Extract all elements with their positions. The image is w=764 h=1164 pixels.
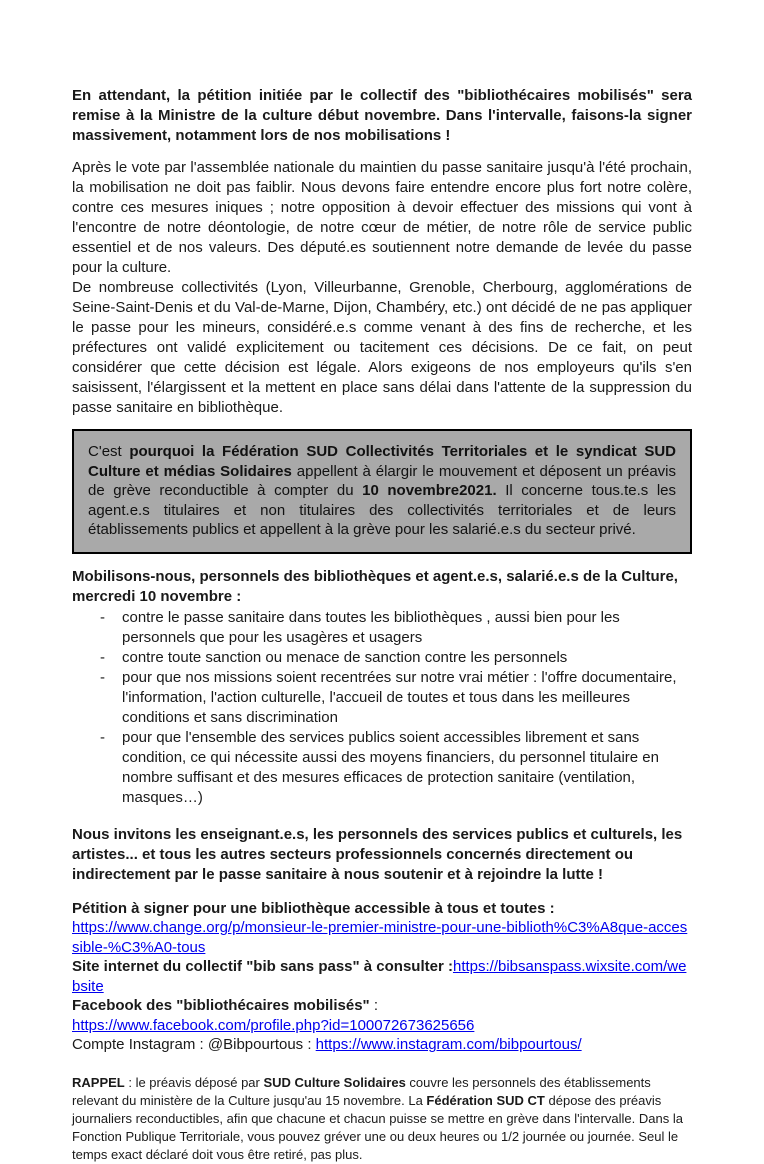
- rappel-run: : le préavis déposé par: [124, 1074, 264, 1090]
- list-item-text: pour que nos missions soient recentrées sur notre vrai métier : l'offre documentaire, l'information, l'action culturelle, l'accueil de toutes et tous dans les meilleures conditions et sans discrimination: [122, 668, 677, 726]
- strike-notice-box: [72, 429, 692, 554]
- notice-run: Il concerne tous.te.s les agent.e.s titulaires et non titulaires des collectivités territoriales et de leurs établissements publics et appellent à la grève pour les salarié.e.s du secteur privé.: [88, 482, 677, 538]
- facebook-label-line: [72, 996, 692, 1016]
- facebook-separator: :: [369, 997, 378, 1014]
- notice-run-bold: 10 novembre2021.: [362, 482, 497, 499]
- list-item-text: contre le passe sanitaire dans toutes les bibliothèques , aussi bien pour les personnels que pour les usagères et usagers: [122, 608, 620, 646]
- site-link-line: [72, 957, 692, 996]
- instagram-label: Compte Instagram : @Bibpourtous :: [72, 1036, 316, 1053]
- notice-run-bold: pourquoi la Fédération SUD Collectivités Territoriales et le syndicat SUD Culture et médias Solidaires: [88, 443, 676, 480]
- list-item-text: pour que l'ensemble des services publics soient accessibles librement et sans condition, ce qui nécessite aussi des moyens financiers, du personnel titulaire en nombre suffisant et des mesures efficaces de protection sanitaire (ventilation, masques…): [122, 728, 659, 806]
- site-link[interactable]: https://bibsanspass.wixsite.com/website: [72, 958, 687, 995]
- facebook-link[interactable]: https://www.facebook.com/profile.php?id=100072673625656: [72, 1016, 475, 1034]
- petition-link[interactable]: https://www.change.org/p/monsieur-le-premier-ministre-pour-une-biblioth%C3%A8que-accessible-%C3%A0-tous: [72, 919, 688, 956]
- petition-heading: Pétition à signer pour une bibliothèque accessible à tous et toutes :: [72, 899, 555, 917]
- petition-link-line: [72, 918, 692, 957]
- dash-marker: -: [100, 668, 105, 686]
- rappel-run-bold: RAPPEL: [72, 1074, 125, 1090]
- facebook-label: Facebook des "bibliothécaires mobilisés": [72, 997, 370, 1014]
- notice-run: appellent à élargir le mouvement et déposent un préavis de grève reconductible à compter du: [88, 462, 677, 499]
- list-item: [72, 608, 692, 648]
- rappel-run: couvre les personnels des établissements relevant du ministère de la Culture jusqu'au 15 novembre. La: [72, 1074, 651, 1108]
- instagram-line: [72, 1035, 692, 1055]
- rappel-run: dépose des préavis journaliers reconductibles, afin que chacune et chacun puisse se mettre en grève dans l'intervalle. Dans la Fonction Publique Territoriale, vous pouvez gréver une ou deux heures ou 1/2 journée ou journée. Seul le temps exact déclaré doit vous être retiré, pas plus.: [72, 1092, 683, 1162]
- mobilisation-heading: Mobilisons-nous, personnels des bibliothèques et agent.e.s, salarié.e.s de la Culture, mercredi 10 novembre :: [72, 567, 678, 605]
- intro-paragraph: En attendant, la pétition initiée par le collectif des "bibliothécaires mobilisés" sera remise à la Ministre de la culture début novembre. Dans l'intervalle, faisons-la signer massivement, notamment lors de nos mobilisations !: [72, 87, 692, 144]
- list-item: [72, 648, 692, 668]
- paragraph-vote: Après le vote par l'assemblée nationale du maintien du passe sanitaire jusqu'à l'été prochain, la mobilisation ne doit pas faiblir. Nous devons faire entendre encore plus fort notre colère, contre ces mesures iniques ; notre opposition à devoir effectuer des missions qui vont à l'encontre de notre déontologie, de notre cœur de métier, de notre rôle de service public essentiel et de nos valeurs. Des député.es soutiennent notre demande de levée du passe pour la culture.: [72, 159, 692, 276]
- invitation-paragraph: Nous invitons les enseignant.e.s, les personnels des services publics et culturels, les artistes... et tous les autres secteurs professionnels concernés directement ou indirectement par le passe sanitaire à nous soutenir et à rejoindre la lutte !: [72, 825, 683, 883]
- links-block: [72, 899, 692, 1055]
- list-item-text: contre toute sanction ou menace de sanction contre les personnels: [122, 648, 568, 666]
- rappel-paragraph: [72, 1074, 692, 1164]
- site-label: Site internet du collectif "bib sans pass" à consulter :: [72, 958, 453, 975]
- instagram-link[interactable]: https://www.instagram.com/bibpourtous/: [315, 1036, 582, 1053]
- list-item: [72, 728, 692, 808]
- demands-list: [72, 608, 692, 808]
- list-item: [72, 668, 692, 728]
- dash-marker: -: [100, 648, 105, 666]
- facebook-link-line: [72, 1016, 692, 1036]
- notice-run: C'est: [88, 443, 130, 460]
- dash-marker: -: [100, 608, 105, 626]
- paragraph-collectivites: De nombreuse collectivités (Lyon, Villeurbanne, Grenoble, Cherbourg, agglomérations de Seine-Saint-Denis et du Val-de-Marne, Dijon, Chambéry, etc.) ont décidé de ne pas appliquer le passe pour les mineurs, considéré.e.s comme venant à des fins de recherche, et les préfectures ont validé explicitement ou tacitement ces décisions. De ce fait, on peut considérer que cette décision est légale. Alors exigeons de nos employeurs qu'ils s'en saisissent, l'élargissent et la mettent en place sans délai dans l'attente de la suppression du passe sanitaire en bibliothèque.: [72, 279, 692, 416]
- rappel-run-bold: SUD Culture Solidaires: [263, 1074, 406, 1090]
- rappel-run-bold: Fédération SUD CT: [426, 1092, 545, 1108]
- dash-marker: -: [100, 728, 105, 746]
